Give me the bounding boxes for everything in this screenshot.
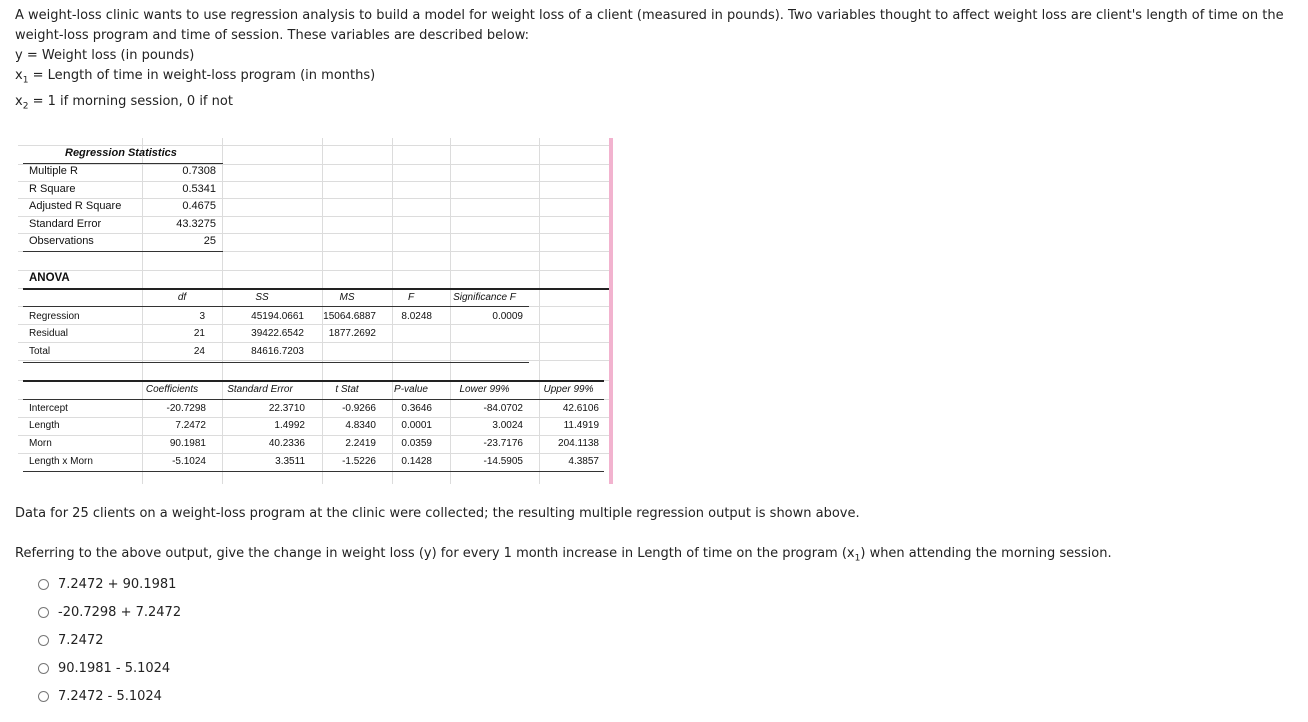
stats-title: Regression Statistics [65,147,177,159]
coef-header-lower: Lower 99% [459,384,510,395]
x2-definition [15,92,1300,112]
prompt-text-end: ) when attending the morning session. [860,546,1112,561]
anova-sig: 0.0009 [492,311,523,322]
x1-symbol: x [15,68,23,83]
coef-value: -20.7298 [166,403,206,414]
radio-button[interactable] [38,663,49,674]
anova-header-ss: SS [255,292,269,303]
x2-symbol: x [15,94,23,109]
anova-ms: 1877.2692 [328,328,376,339]
anova-f: 8.0248 [401,311,432,322]
radio-button[interactable] [38,635,49,646]
stat-label: Adjusted R Square [29,200,122,212]
gridline [18,360,609,361]
gridline [18,164,609,165]
coef-pvalue: 0.3646 [401,403,432,414]
stat-value: 0.5341 [182,183,216,195]
radio-button[interactable] [38,607,49,618]
anova-row-label: Residual [29,328,68,339]
coef-upper: 11.4919 [563,420,599,431]
option-label: 7.2472 - 5.1024 [58,688,162,704]
coef-lower: -84.0702 [483,403,523,414]
question-prompt [15,544,1112,564]
stat-value: 43.3275 [176,218,216,230]
coef-bottom-rule [23,471,604,472]
stat-value: 25 [203,235,216,247]
coef-value: 90.1981 [169,438,206,449]
anova-header-rule [23,306,529,307]
anova-ss: 84616.7203 [251,346,304,357]
coef-upper: 4.3857 [568,456,599,467]
intro-paragraph: A weight-loss clinic wants to use regression analysis to build a model for weight loss of a client (measured in pounds). Two variables thought to affect weight loss are client's length of time on the weight-loss program and time of session. These variables are described below: [15,8,1284,43]
anova-row-label: Regression [29,311,80,322]
stat-value: 0.7308 [182,165,216,177]
answer-option-4[interactable] [38,654,181,682]
anova-title: ANOVA [29,272,70,284]
coef-pvalue: 0.0001 [401,420,432,431]
stat-label: R Square [29,183,76,195]
x1-subscript: 1 [22,75,29,86]
anova-ms: 15064.6887 [323,311,376,322]
anova-ss: 39422.6542 [251,328,304,339]
coef-lower: -14.5905 [483,456,523,467]
coef-se: 1.4992 [274,420,305,431]
anova-header-f: F [407,292,415,303]
option-label: 7.2472 [58,632,104,648]
anova-df: 3 [199,311,205,322]
coef-row-label: Intercept [29,403,68,414]
coef-se: 22.3710 [268,403,305,414]
coef-tstat: -0.9266 [342,403,376,414]
coef-tstat: 2.2419 [345,438,376,449]
radio-button[interactable] [38,691,49,702]
stat-label: Observations [29,235,94,247]
anova-header-df: df [177,292,187,303]
answer-option-2[interactable] [38,598,181,626]
gridline [18,216,609,217]
stats-bottom-rule [23,251,223,252]
coef-upper: 42.6106 [562,403,599,414]
gridline [18,233,609,234]
anova-df: 24 [193,346,205,357]
gridline [18,342,609,343]
prompt-text: Referring to the above output, give the change in weight loss (y) for every 1 month increase in Length of time on the program (x [15,546,855,561]
coef-se: 3.3511 [275,456,305,467]
coef-row-label: Morn [29,438,52,449]
question-intro [15,6,1300,112]
prompt-subscript: 1 [854,553,861,564]
coef-header-se: Standard Error [227,384,293,395]
coef-header-coefficients: Coefficients [145,384,199,395]
coef-value: -5.1024 [172,456,206,467]
answer-option-3[interactable] [38,626,181,654]
anova-bottom-rule [23,362,529,363]
coef-tstat: -1.5226 [342,456,376,467]
option-label: -20.7298 + 7.2472 [58,604,182,620]
coef-header-tstat: t Stat [335,384,359,395]
stat-label: Standard Error [29,218,102,230]
anova-ss: 45194.0661 [251,311,304,322]
coef-value: 7.2472 [175,420,206,431]
coef-lower: -23.7176 [483,438,523,449]
gridline [18,181,609,182]
option-label: 7.2472 + 90.1981 [58,576,177,592]
coef-upper: 204.1138 [558,438,599,449]
coef-lower: 3.0024 [492,420,523,431]
radio-button[interactable] [38,579,49,590]
coef-header-pvalue: P-value [394,384,428,395]
stat-value: 0.4675 [182,200,216,212]
coef-tstat: 4.8340 [345,420,376,431]
x2-subscript: 2 [22,101,29,112]
coef-row-label: Length [29,420,60,431]
data-note: Data for 25 clients on a weight-loss program at the clinic were collected; the resulting multiple regression output is shown above. [15,506,860,521]
x1-definition [15,66,1300,86]
y-definition: y = Weight loss (in pounds) [15,48,195,63]
coef-header-upper: Upper 99% [543,384,594,395]
image-edge-highlight [609,138,613,484]
anova-header-sig: Significance F [453,292,516,303]
x1-text: = Length of time in weight-loss program (in months) [28,68,376,83]
anova-row-label: Total [29,346,51,357]
anova-header-ms: MS [339,292,355,303]
option-label: 90.1981 - 5.1024 [58,660,171,676]
coef-se: 40.2336 [268,438,305,449]
answer-option-1[interactable] [38,570,181,598]
stat-label: Multiple R [29,165,78,177]
answer-option-5[interactable] [38,682,181,710]
coef-pvalue: 0.0359 [401,438,432,449]
anova-df: 21 [193,328,205,339]
answer-options [38,570,181,710]
regression-output-image [18,138,614,484]
coef-row-label: Length x Morn [29,456,93,467]
gridline [18,270,609,271]
x2-text: = 1 if morning session, 0 if not [28,94,233,109]
coef-pvalue: 0.1428 [401,456,432,467]
